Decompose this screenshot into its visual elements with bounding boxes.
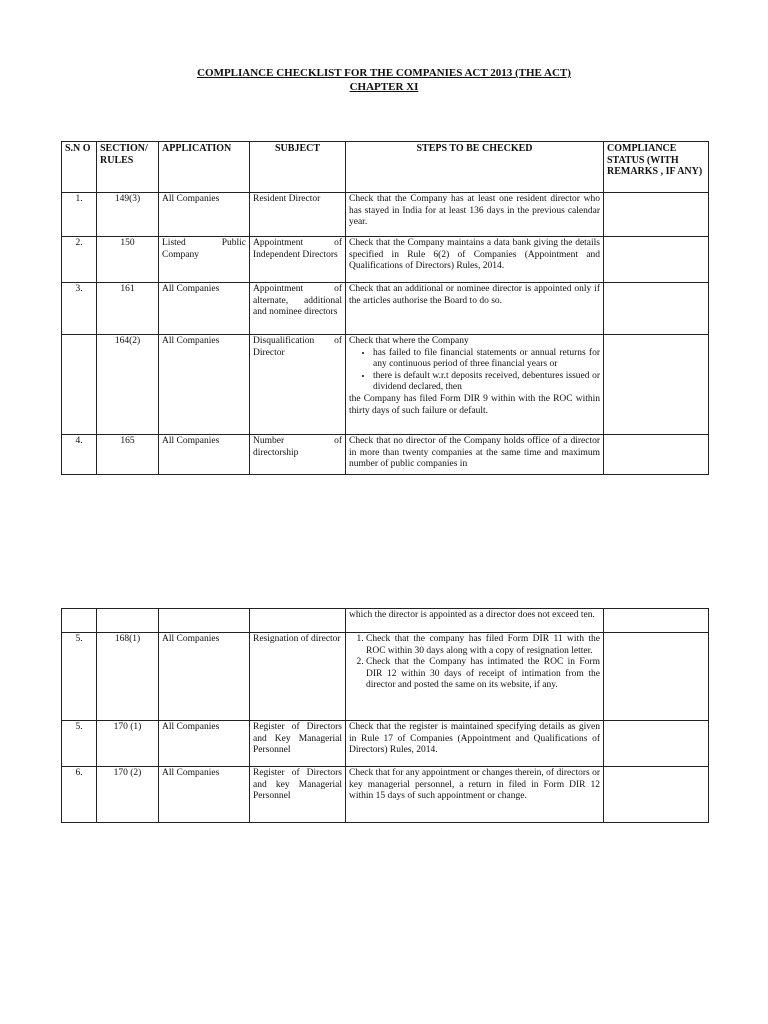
- steps-intro: Check that where the Company: [349, 336, 469, 346]
- compliance-table-page2: [61, 608, 709, 823]
- list-item: • there is default w.r.t deposits received, debentures issued or dividend declared, then: [373, 371, 600, 394]
- cell-application: Listed Public Company: [159, 237, 250, 283]
- cell-application: All Companies: [159, 283, 250, 335]
- header-subject: SUBJECT: [250, 142, 346, 193]
- cell-status: [604, 767, 709, 823]
- table-row: [62, 609, 709, 633]
- cell-subject: [250, 609, 346, 633]
- cell-application: [159, 609, 250, 633]
- table-row: [62, 721, 709, 767]
- table-row: [62, 633, 709, 721]
- cell-subject: Appointment of alternate, additional and nominee directors: [250, 283, 346, 335]
- cell-steps: [346, 335, 604, 435]
- cell-section: 150: [97, 237, 159, 283]
- list-item: • has failed to file financial statements or annual returns for any continuous period of three financial years or: [373, 348, 600, 371]
- cell-status: [604, 609, 709, 633]
- list-item: 2. Check that the Company has intimated the ROC in Form DIR 12 within 30 days of receipt of intimation from the director and posted the same on its website, if any.: [366, 657, 600, 692]
- cell-sno: 4.: [62, 435, 97, 475]
- chapter-title: CHAPTER XI: [349, 81, 419, 93]
- cell-application: All Companies: [159, 193, 250, 237]
- cell-status: [604, 283, 709, 335]
- cell-steps: [346, 435, 604, 475]
- cell-sno: 5.: [62, 633, 97, 721]
- header-sno: S.N O: [62, 142, 97, 193]
- cell-section: 168(1): [97, 633, 159, 721]
- cell-status: [604, 721, 709, 767]
- steps-bullet-list: [349, 348, 600, 394]
- cell-application: All Companies: [159, 335, 250, 435]
- compliance-table-page1: [61, 141, 709, 475]
- table-row: [62, 237, 709, 283]
- cell-steps: Check that an additional or nominee director is appointed only if the articles authorise the Board to do so.: [346, 283, 604, 335]
- header-steps: STEPS TO BE CHECKED: [346, 142, 604, 193]
- header-application: APPLICATION: [159, 142, 250, 193]
- cell-sno: [62, 335, 97, 435]
- cell-sno: 2.: [62, 237, 97, 283]
- cell-section: 165: [97, 435, 159, 475]
- cell-steps: Check that the register is maintained specifying details as given in Rule 17 of Companies (Appointment and Qualifications of Directors) Rules, 2014.: [346, 721, 604, 767]
- cell-steps: [346, 633, 604, 721]
- cell-status: [604, 193, 709, 237]
- cell-application: All Companies: [159, 767, 250, 823]
- steps-outro: the Company has filed Form DIR 9 within with the ROC within thirty days of such failure or default.: [349, 393, 600, 416]
- cell-subject: Appointment of Independent Directors: [250, 237, 346, 283]
- cell-application: All Companies: [159, 721, 250, 767]
- cell-steps: which the director is appointed as a director does not exceed ten.: [346, 609, 604, 633]
- cell-application: All Companies: [159, 435, 250, 475]
- table-row: [62, 767, 709, 823]
- table-row: [62, 335, 709, 435]
- cell-subject: Resignation of director: [250, 633, 346, 721]
- steps-text: Check that no director of the Company holds office of a director in more than twenty companies at the same time and maximum number of public companies in: [349, 436, 600, 470]
- table-header-row: [62, 142, 709, 193]
- cell-subject: Number of directorship: [250, 435, 346, 475]
- list-item: 1. Check that the company has filed Form DIR 11 with the ROC within 30 days along with a copy of resignation letter.: [366, 634, 600, 657]
- table-row: [62, 283, 709, 335]
- cell-subject: Disqualification of Director: [250, 335, 346, 435]
- cell-section: 164(2): [97, 335, 159, 435]
- document-title: COMPLIANCE CHECKLIST FOR THE COMPANIES ACT 2013 (THE ACT): [197, 67, 571, 79]
- cell-sno: 1.: [62, 193, 97, 237]
- cell-section: 170 (2): [97, 767, 159, 823]
- cell-section: 170 (1): [97, 721, 159, 767]
- cell-section: 161: [97, 283, 159, 335]
- table-row: [62, 435, 709, 475]
- cell-status: [604, 335, 709, 435]
- cell-application: All Companies: [159, 633, 250, 721]
- cell-sno: [62, 609, 97, 633]
- cell-status: [604, 633, 709, 721]
- cell-subject: Resident Director: [250, 193, 346, 237]
- cell-subject: Register of Directors and Key Managerial Personnel: [250, 721, 346, 767]
- cell-status: [604, 435, 709, 475]
- cell-steps: Check that for any appointment or changes therein, of directors or key managerial personnel, a return in filed in Form DIR 12 within 15 days of such appointment or change.: [346, 767, 604, 823]
- header-section: SECTION/ RULES: [97, 142, 159, 193]
- cell-steps: Check that the Company maintains a data bank giving the details specified in Rule 6(2) of Companies (Appointment and Qualifications of Directors) Rules, 2014.: [346, 237, 604, 283]
- cell-sno: 5.: [62, 721, 97, 767]
- cell-steps: Check that the Company has at least one resident director who has stayed in India for at least 136 days in the previous calendar year.: [346, 193, 604, 237]
- cell-status: [604, 237, 709, 283]
- cell-sno: 6.: [62, 767, 97, 823]
- header-status: COMPLIANCE STATUS (WITH REMARKS , IF ANY): [604, 142, 709, 193]
- table-row: [62, 193, 709, 237]
- cell-subject: Register of Directors and key Managerial Personnel: [250, 767, 346, 823]
- steps-numbered-list: [349, 634, 600, 692]
- cell-section: 149(3): [97, 193, 159, 237]
- cell-section: [97, 609, 159, 633]
- cell-sno: 3.: [62, 283, 97, 335]
